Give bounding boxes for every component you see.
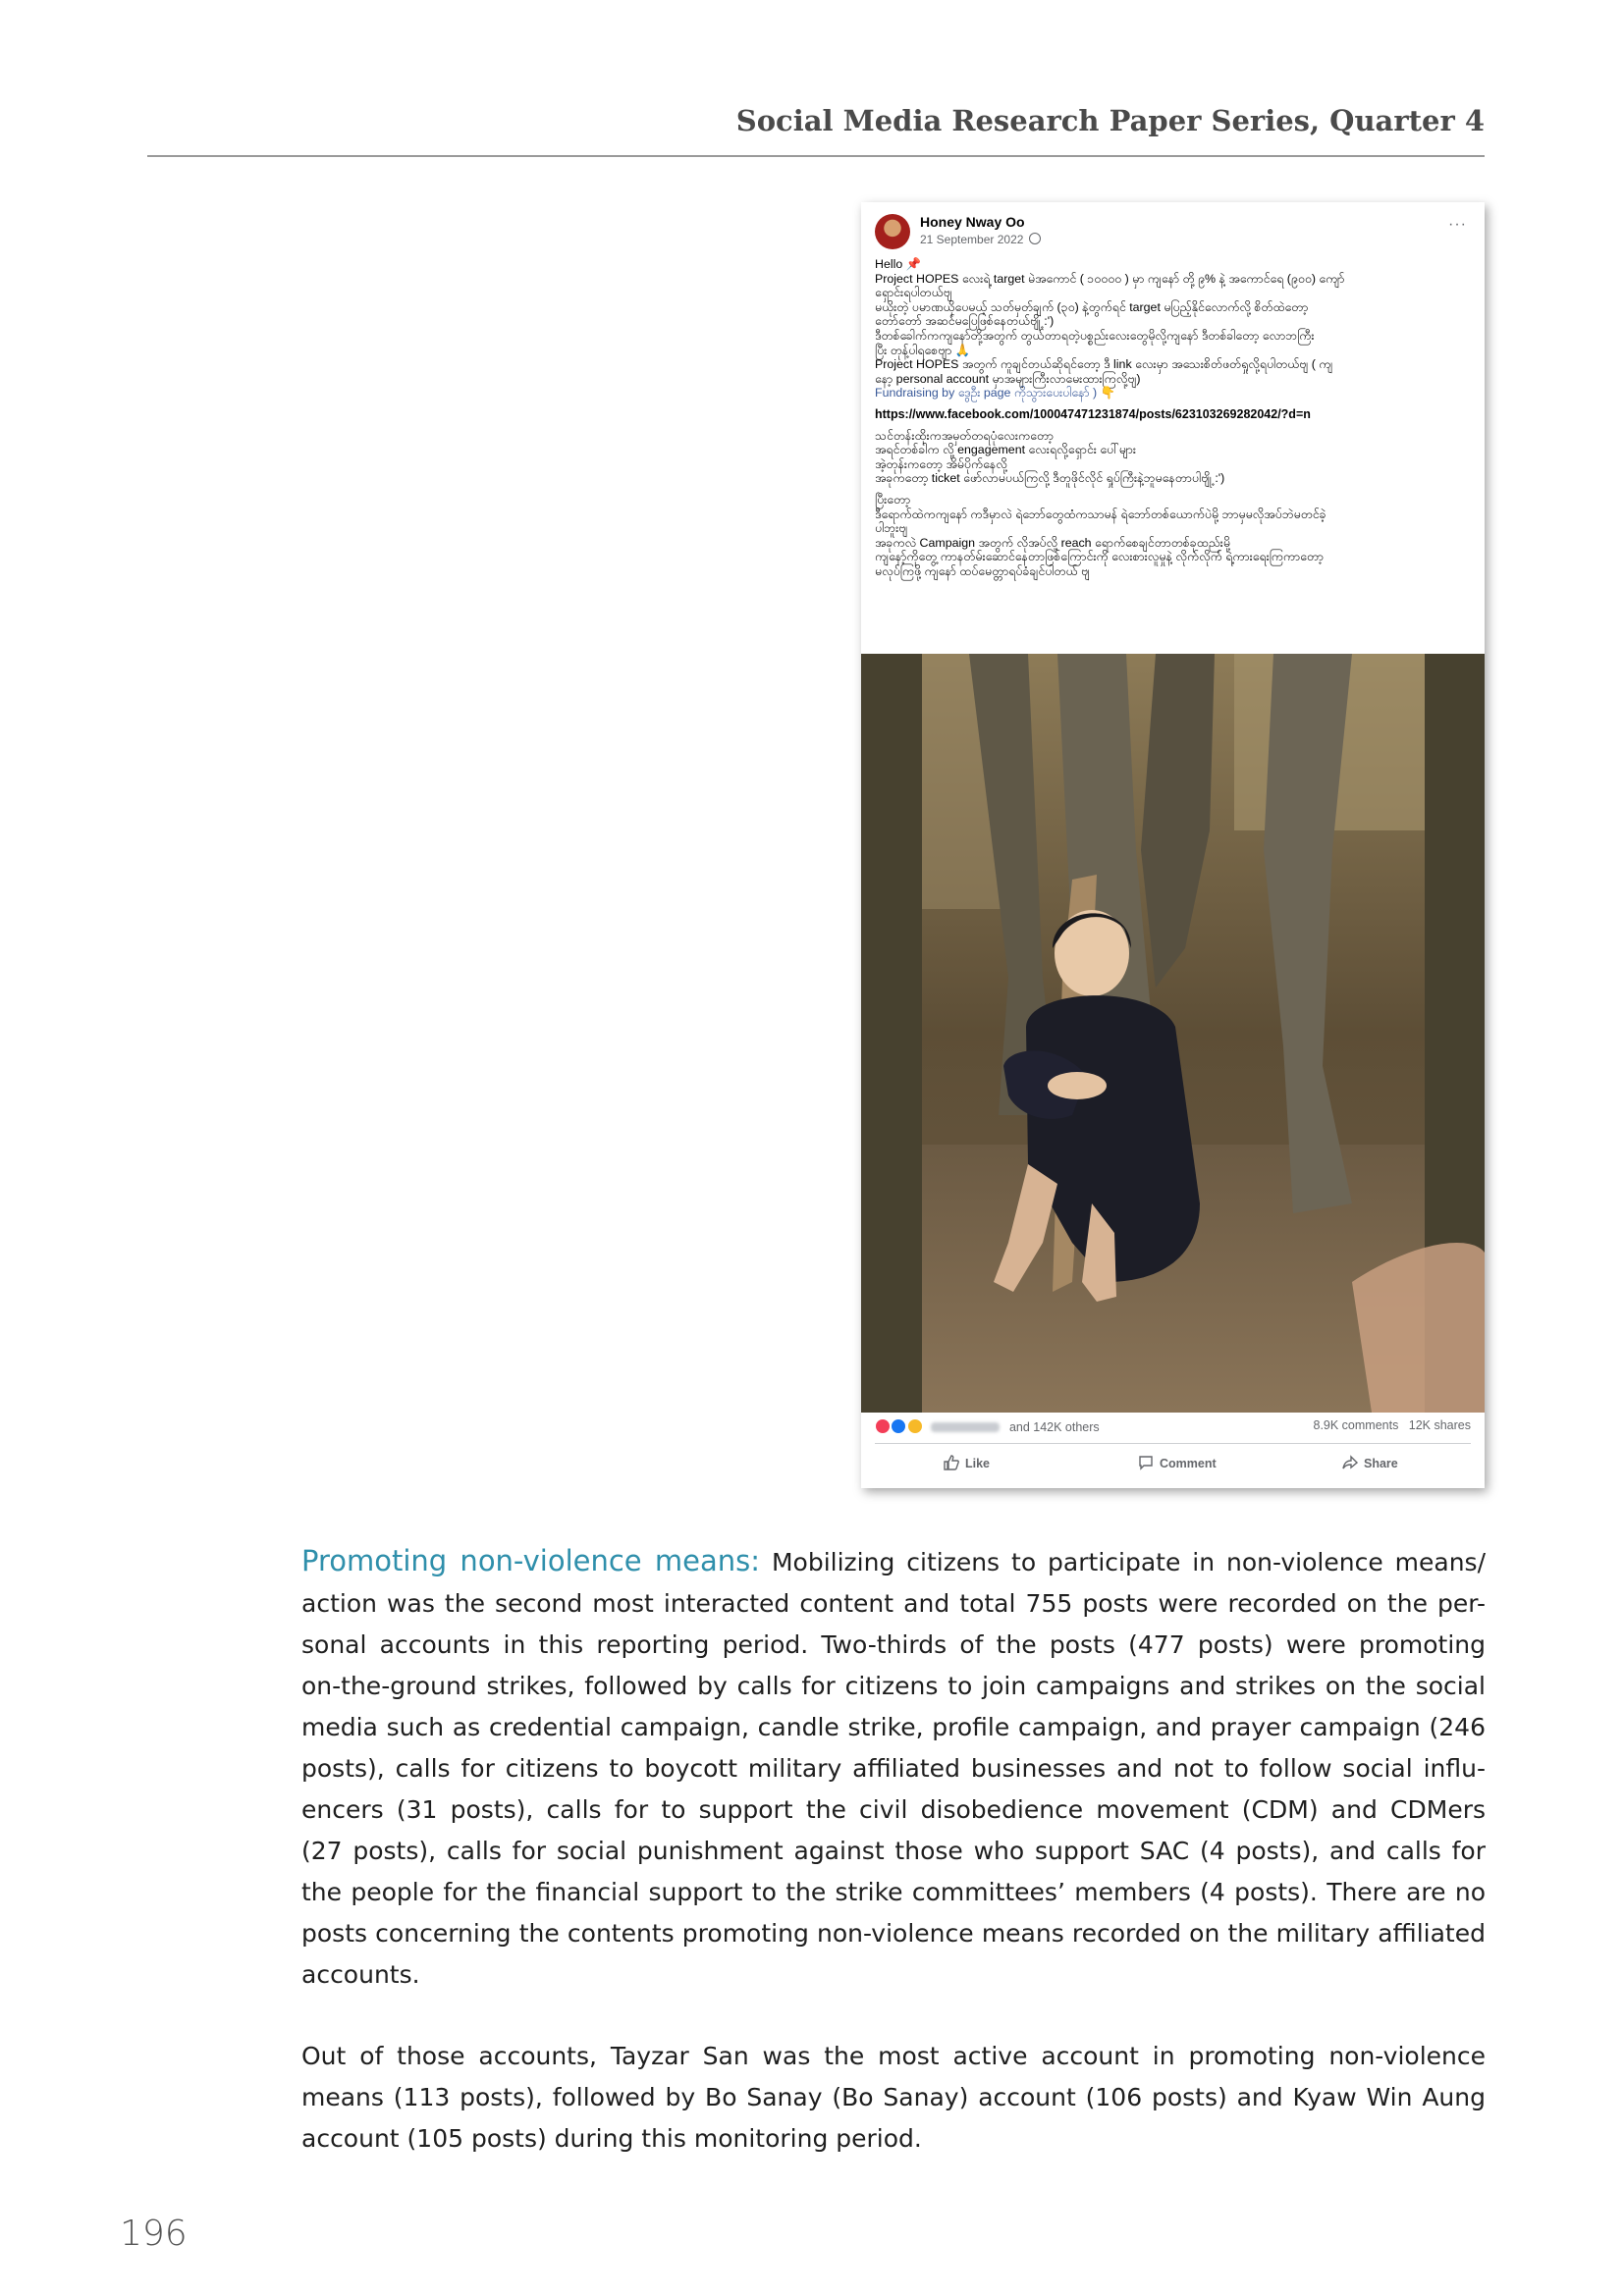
paragraph-line: accounts. xyxy=(301,1960,420,1989)
post-stats xyxy=(875,1418,1471,1440)
share-label: Share xyxy=(1364,1457,1398,1470)
photo-illustration xyxy=(861,654,1485,1413)
post-photo[interactable] xyxy=(861,654,1485,1413)
shares-count[interactable]: 12K shares xyxy=(1408,1418,1471,1432)
reactions-count[interactable]: and 142K others xyxy=(1008,1420,1100,1434)
blurred-name xyxy=(931,1422,1000,1432)
post-line: မလုပ်ကြဖို့ ကျနော် ထပ်မေတ္တာရပ်ခံချင်ပါတယ် ဗျ xyxy=(875,563,1090,578)
post-text-block-2 xyxy=(875,429,1471,486)
post-line: နော့ personal account မှာအများကြီးလာမေးထားကြလို့ဗျ) xyxy=(875,371,1141,386)
engagement-counts xyxy=(1314,1418,1472,1432)
paragraph-line: account (105 posts) during this monitoring period. xyxy=(301,2124,922,2153)
like-reaction-icon xyxy=(891,1418,906,1434)
comments-count[interactable]: 8.9K comments xyxy=(1313,1418,1399,1432)
paragraph-line: the people for the financial support to the strike committees’ members (4 posts). There are no xyxy=(301,1878,1486,1906)
section-paragraph-2 xyxy=(301,2036,1486,2160)
share-button[interactable] xyxy=(1342,1455,1398,1470)
paragraph-line xyxy=(301,1540,1486,1583)
love-reaction-icon xyxy=(875,1418,891,1434)
post-line: ပါဘူးဗျ xyxy=(875,521,908,536)
header-rule xyxy=(147,155,1485,157)
post-line: အဲ့တုန်းကတော့ အိမ်ပိုက်နေလို့ xyxy=(875,456,1007,471)
post-text-block-1 xyxy=(875,257,1471,400)
comment-button[interactable] xyxy=(1138,1455,1217,1470)
paragraph-line: (27 posts), calls for social punishment against those who support SAC (4 posts), and calls for xyxy=(301,1837,1486,1865)
paragraph-line: posts), calls for citizens to boycott military affiliated businesses and not to follow social influ- xyxy=(301,1754,1486,1783)
globe-icon xyxy=(1029,233,1041,244)
paragraph-line-text: Mobilizing citizens to participate in non-violence means/ xyxy=(771,1548,1486,1576)
share-icon xyxy=(1342,1455,1358,1470)
like-label: Like xyxy=(965,1457,991,1470)
author-name[interactable]: Honey Nway Oo xyxy=(920,214,1025,230)
post-date-text: 21 September 2022 xyxy=(920,233,1024,246)
post-line: ပြီးတော့ xyxy=(875,492,911,507)
author-avatar[interactable] xyxy=(875,214,910,249)
post-body xyxy=(875,257,1471,585)
care-reaction-icon xyxy=(907,1418,923,1434)
post-line: တော်တော် အဆင်မပြေဖြစ်နေတယ်ဗျို့ :') xyxy=(875,314,1055,329)
post-line: ပြီး တုန့်ပါရစေဗျာ 🙏 xyxy=(875,343,971,357)
post-line: အရင်တစ်ခါက လို့ engagement လေးရလို့ရှောင်း ပေါ်များ xyxy=(875,443,1136,457)
post-line: ရှောင်းရပါတယ်ဗျ xyxy=(875,286,952,300)
running-header: Social Media Research Paper Series, Quarter 4 xyxy=(735,104,1485,137)
post-actions xyxy=(875,1451,1471,1480)
paragraph-line: on-the-ground strikes, followed by calls for citizens to join campaigns and strikes on the social xyxy=(301,1672,1486,1700)
post-line: အခုကတော့ ticket ဖော်လာမပယ်ကြလို့ ဒီတူဖိုင်လိုင် ရှုပ်ကြီးနဲ့ဘူမနေတာပါဗျို့ :') xyxy=(875,471,1225,486)
paragraph-line: sonal accounts in this reporting period. Two-thirds of the posts (477 posts) were promoting xyxy=(301,1630,1486,1659)
comment-icon xyxy=(1138,1455,1154,1470)
paragraph-line: encers (31 posts), calls for to support the civil disobedience movement (CDM) and CDMers xyxy=(301,1795,1486,1824)
paragraph-line: means (113 posts), followed by Bo Sanay (Bo Sanay) account (106 posts) and Kyaw Win Aung xyxy=(301,2083,1486,2111)
post-line: ဒီတစ်ခေါက်ကကျနော်တို့အတွက် တွယ်တာရတဲ့ပစ္စည်းလေးတွေမိုလို့ကျနော် ဒီတစ်ခါတော့ လောဘကြီး xyxy=(875,328,1315,343)
post-line: Project HOPES အတွက် ကူချင်တယ်ဆိုရင်တော့ ဒီ link လေးမှာ အသေးစိတ်ဖတ်ရှုလို့ရပါတယ်ဗျ ( ကျ xyxy=(875,357,1333,372)
like-button[interactable] xyxy=(944,1455,990,1470)
post-line: ဒီရောက်ထဲကကျနော် ကဒီမှာလဲ ရဲဘော်တွေထံကသာမန် ရဲဘော်တစ်ယောက်ပဲမို့ ဘာမှမလိုအပ်ဘဲမတင်ခဲ့ xyxy=(875,507,1326,521)
post-line: အခုကလဲ Campaign အတွက် လိုအပ်လို့ reach ရောက်စေချင်တာတစ်ခုထည်းမို့ xyxy=(875,535,1230,550)
action-divider xyxy=(875,1443,1471,1444)
post-line: ကျနော့်ကိုတွေ့ ကာနတ်မ်းဆောင်နေတာဖြစ်ကြောင်းကို လေးစားလူမှုနဲ့ လိုက်လိုက် ရဲ့ကားရေးကြကာတော့ xyxy=(875,550,1325,564)
section-lead: Promoting non-violence means: xyxy=(301,1544,760,1577)
post-date[interactable] xyxy=(920,233,1041,246)
post-text-block-3 xyxy=(875,493,1471,579)
page-number: 196 xyxy=(120,2214,188,2254)
paragraph-line: Out of those accounts, Tayzar San was the most active account in promoting non-violence xyxy=(301,2042,1486,2070)
thumbs-up-icon xyxy=(944,1455,959,1470)
paragraph-line: posts concerning the contents promoting non-violence means recorded on the military affiliated xyxy=(301,1919,1486,1948)
post-header xyxy=(875,212,1471,255)
post-line: Project HOPES လေးရဲ့ target မဲအကောင် ( ၁၀၀၀၀ ) မှာ ကျနော် တို့ ၉% နဲ့ အကောင်ရေ (၉၀၀) ကျော် xyxy=(875,271,1345,286)
post-line: Hello 📌 xyxy=(875,257,922,271)
comment-label: Comment xyxy=(1160,1457,1217,1470)
post-url[interactable]: https://www.facebook.com/100047471231874/posts/623103269282042/?d=n xyxy=(875,406,1311,421)
facebook-post-card xyxy=(861,202,1485,1488)
paragraph-line: action was the second most interacted content and total 755 posts were recorded on the per- xyxy=(301,1589,1486,1618)
post-line: မယိုးတဲ့ ပမာဏယိုပေမယ့် သတ်မှတ်ချက် (၃၀) နဲ့တွက်ရင် target မပြည့်နိုင်လောက်လို့ စိတ်ထဲတော့ xyxy=(875,299,1309,314)
paragraph-line: media such as credential campaign, candle strike, profile campaign, and prayer campaign (246 xyxy=(301,1713,1486,1741)
section-paragraph-1 xyxy=(301,1540,1486,1996)
more-options-icon[interactable]: ··· xyxy=(1448,216,1467,233)
post-line: သင်တန်းထိုးကအမှတ်တရပုံလေးကတော့ xyxy=(875,428,1054,443)
fundraising-link[interactable]: Fundraising by ဒွေဦး page ကိုသွားပေးပါနော် ) 👇 xyxy=(875,386,1116,400)
